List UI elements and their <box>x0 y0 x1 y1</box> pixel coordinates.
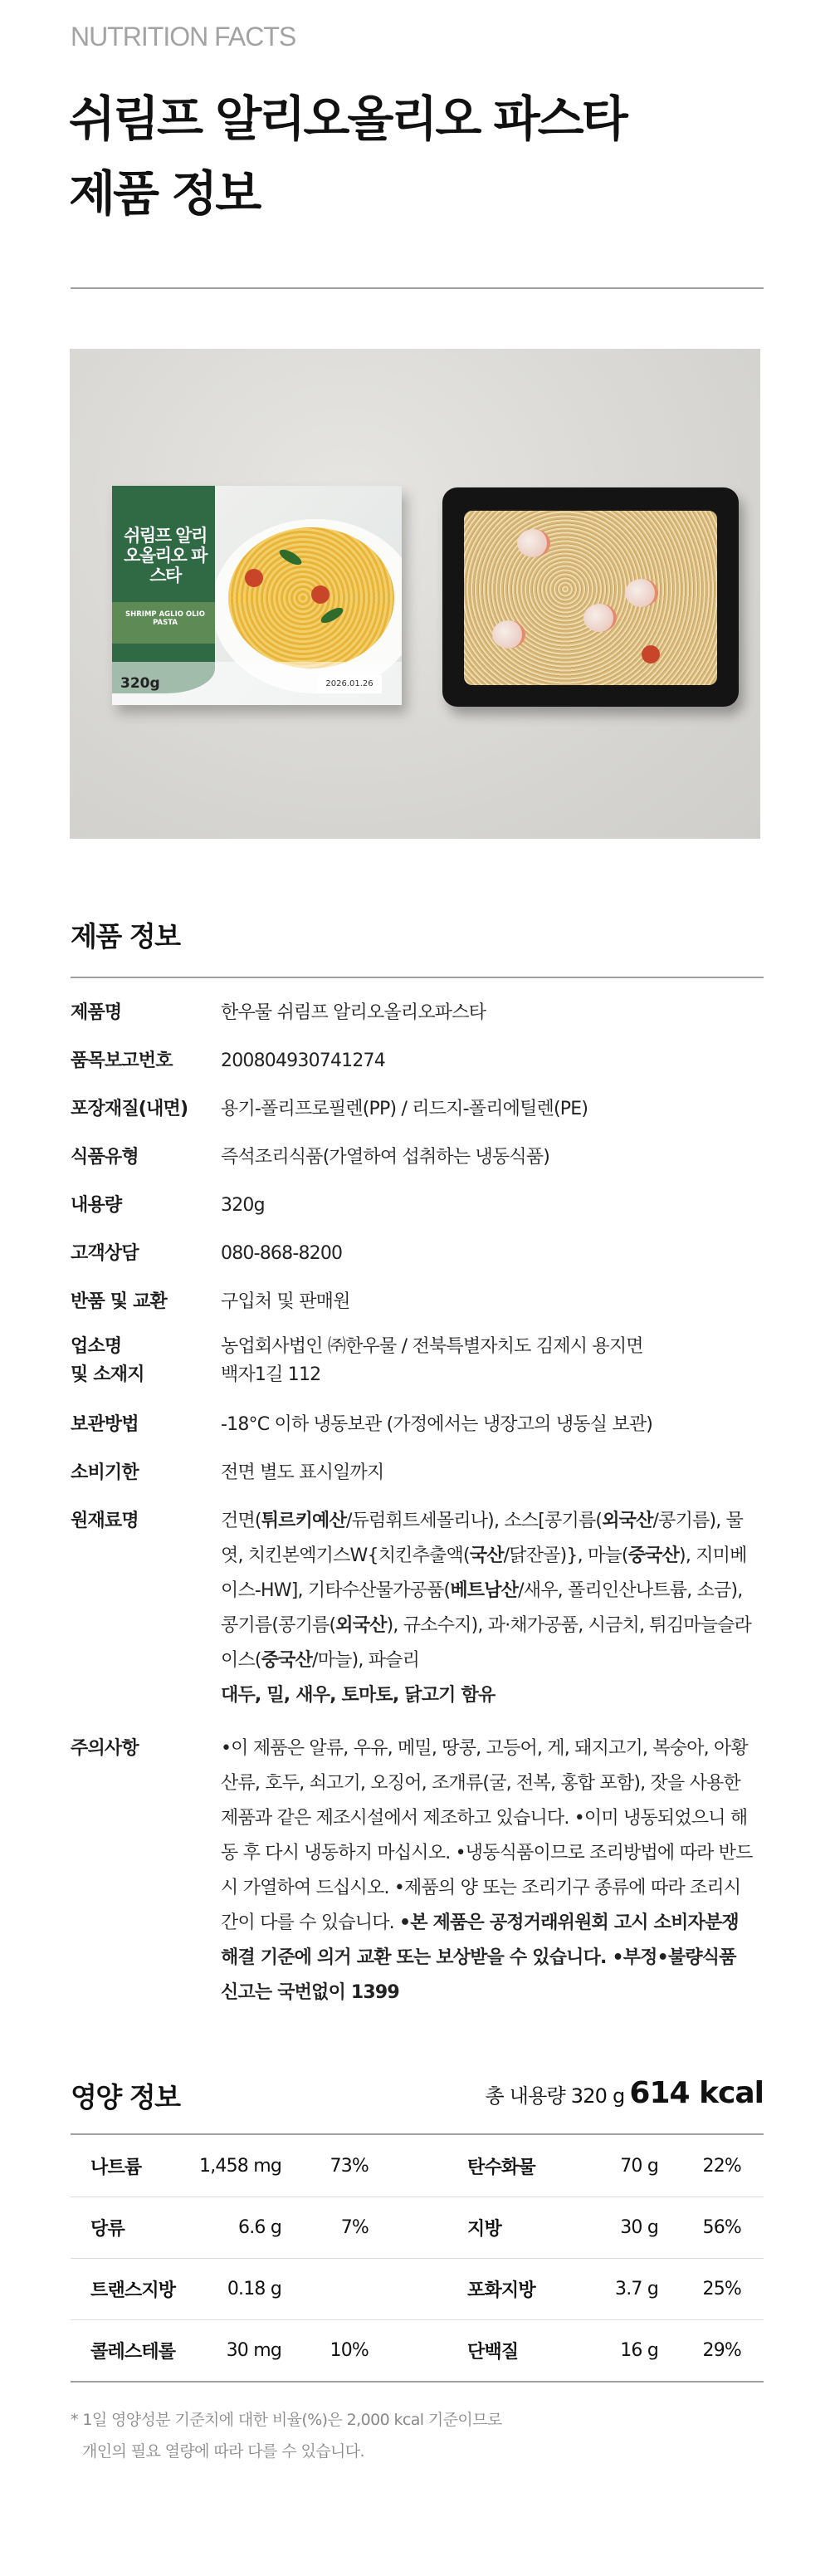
eyebrow-label: NUTRITION FACTS <box>71 22 296 51</box>
info-label: 포장재질(내면) <box>71 1099 188 1119</box>
nutrition-row <box>71 2196 764 2258</box>
info-value: 즉석조리식품(가열하여 섭취하는 냉동식품) <box>221 1147 550 1168</box>
nutrient-amount: 16 g <box>620 2340 658 2361</box>
info-row <box>71 1333 764 1389</box>
product-info-title: 제품 정보 <box>71 920 180 953</box>
nutrient-percent: 73% <box>330 2155 369 2177</box>
nutrient-percent: 29% <box>702 2340 741 2361</box>
nutrient-name: 포화지방 <box>467 2280 535 2301</box>
allergens-text: 대두, 밀, 새우, 토마토, 닭고기 함유 <box>221 1685 496 1706</box>
tomato <box>642 645 660 664</box>
bold-text-segment: 외국산 <box>335 1615 387 1636</box>
info-label: 식품유형 <box>71 1147 139 1168</box>
bold-text-segment: 국산 <box>469 1545 504 1566</box>
text-segment: ), 지미베이스-HW], 기타수산물가공품( <box>221 1545 747 1601</box>
package-name: 쉬림프 알리오올리오 파스타 <box>124 526 207 585</box>
divider <box>71 977 764 978</box>
text-segment: /닭잔골)}, 마늘( <box>503 1545 628 1566</box>
nutrient-name: 탄수화물 <box>467 2157 535 2178</box>
info-value: 용기-폴리프로필렌(PP) / 리드지-폴리에틸렌(PE) <box>221 1099 588 1119</box>
shrimp <box>517 529 550 557</box>
nutrient-name: 지방 <box>467 2219 501 2240</box>
shrimp <box>492 620 525 649</box>
bold-text-segment: •본 제품은 공정거래위원회 고시 소비자분쟁해결 기준에 의거 교환 또는 보상받을 수 있습니다. •부정•불량식품 신고는 국번없이 1399 <box>221 1912 739 2003</box>
nutrition-title: 영양 정보 <box>71 2081 180 2113</box>
nutrient-percent: 10% <box>330 2340 369 2361</box>
info-value <box>221 1504 764 1713</box>
info-label-line: 업소명 <box>71 1336 122 1357</box>
nutrition-footnote <box>71 2404 502 2467</box>
nutrient-amount: 0.18 g <box>227 2279 281 2299</box>
info-label: 보관방법 <box>71 1414 139 1435</box>
info-value: 한우물 쉬림프 알리오올리오파스타 <box>221 1002 486 1023</box>
nutrient-name: 콜레스테롤 <box>90 2342 176 2363</box>
info-label: 고객상담 <box>71 1243 139 1264</box>
info-row <box>71 1140 764 1175</box>
nutrient-amount: 30 g <box>620 2217 658 2238</box>
bold-text-segment: 베트남산 <box>450 1580 519 1601</box>
text-segment: /마늘), 파슬리 <box>312 1650 420 1671</box>
info-label: 내용량 <box>71 1195 122 1216</box>
footnote-line: 개인의 필요 열량에 따라 다를 수 있습니다. <box>82 2442 364 2461</box>
info-value: 구입처 및 판매원 <box>221 1291 350 1312</box>
page-title <box>69 81 626 231</box>
info-label: 반품 및 교환 <box>71 1291 167 1312</box>
noodles <box>464 511 717 685</box>
info-row <box>71 996 764 1031</box>
info-value: 전면 별도 표시일까지 <box>221 1462 384 1483</box>
product-package <box>112 486 402 705</box>
text-segment: 건면( <box>221 1511 261 1531</box>
info-value: 080-868-8200 <box>221 1243 343 1264</box>
text-segment: /콩기름), 물엿, 치킨본엑기스W{치킨추출액( <box>221 1511 744 1566</box>
info-value-line: 농업회사법인 ㈜한우물 / 전북특별자치도 김제시 용지면 <box>221 1336 643 1357</box>
info-label <box>71 1333 221 1389</box>
tomato <box>311 585 330 604</box>
caution-text <box>221 1731 764 2010</box>
nutrient-amount: 6.6 g <box>238 2217 281 2238</box>
product-info-table <box>71 996 764 2024</box>
footnote-line: * 1일 영양성분 기준치에 대한 비율(%)은 2,000 kcal 기준이므로 <box>71 2411 502 2429</box>
total-kcal: 614 kcal <box>629 2076 764 2110</box>
info-row <box>71 1044 764 1079</box>
info-row <box>71 1456 764 1491</box>
shrimp <box>583 604 617 632</box>
bold-text-segment: 외국산 <box>602 1511 653 1531</box>
ingredients-text <box>221 1504 755 1678</box>
info-value: 200804930741274 <box>221 1050 385 1071</box>
package-weight: 320g <box>120 675 160 692</box>
info-row <box>71 1237 764 1271</box>
info-row <box>71 1092 764 1127</box>
nutrient-percent: 22% <box>702 2155 741 2177</box>
nutrition-total <box>486 2076 764 2110</box>
nutrient-amount: 30 mg <box>226 2340 281 2361</box>
nutrient-amount: 1,458 mg <box>199 2155 281 2177</box>
info-label: 품목보고번호 <box>71 1050 173 1071</box>
info-row <box>71 1408 764 1442</box>
product-photo <box>70 349 760 839</box>
nutrient-percent: 25% <box>702 2279 741 2299</box>
shrimp <box>625 579 658 607</box>
info-value <box>221 1333 764 1389</box>
info-value-line: 백자1길 112 <box>221 1364 321 1385</box>
package-date: 2026.01.26 <box>317 675 382 693</box>
bold-text-segment: 중국산 <box>261 1650 313 1671</box>
text-segment: /듀럼휘트세몰리나), 소스[콩기름( <box>345 1511 603 1531</box>
nutrient-name: 단백질 <box>467 2342 519 2363</box>
nutrition-row <box>71 2135 764 2196</box>
nutrient-name: 당류 <box>90 2219 124 2240</box>
nutrient-amount: 3.7 g <box>615 2279 658 2299</box>
info-label-line: 및 소재지 <box>71 1364 144 1385</box>
pasta-tray <box>442 487 739 707</box>
nutrient-name: 나트륨 <box>90 2157 142 2178</box>
nutrition-table <box>71 2133 764 2383</box>
info-label: 제품명 <box>71 1002 122 1023</box>
package-english-name: SHRIMP AGLIO OLIO PASTA <box>125 610 205 627</box>
info-row-caution <box>71 1731 764 2010</box>
info-label: 소비기한 <box>71 1462 139 1483</box>
title-line-1: 쉬림프 알리오올리오 파스타 <box>69 91 626 147</box>
tomato <box>245 569 263 587</box>
total-amount: 총 내용량 320 g <box>485 2084 625 2108</box>
info-row-ingredients <box>71 1504 764 1713</box>
info-value: 320g <box>221 1195 265 1216</box>
info-label: 원재료명 <box>71 1511 139 1531</box>
text-segment: /새우, 폴리인산나트륨, 소금), 콩기름(콩기름( <box>221 1580 743 1636</box>
title-line-2: 제품 정보 <box>69 165 260 222</box>
text-segment: ), 규소수지), 과·채가공품, 시금치, 튀김마늘슬라이스( <box>221 1615 752 1671</box>
nutrient-percent: 56% <box>702 2217 741 2238</box>
nutrient-amount: 70 g <box>620 2155 658 2177</box>
divider <box>71 287 764 289</box>
info-label: 주의사항 <box>71 1738 139 1759</box>
bold-text-segment: 중국산 <box>627 1545 680 1566</box>
nutrient-name: 트랜스지방 <box>90 2280 176 2301</box>
info-row <box>71 1285 764 1320</box>
info-value: -18°C 이하 냉동보관 (가정에서는 냉장고의 냉동실 보관) <box>221 1414 653 1435</box>
nutrition-row <box>71 2258 764 2319</box>
bold-text-segment: 튀르키예산 <box>261 1511 346 1531</box>
nutrition-row <box>71 2319 764 2381</box>
nutrient-percent: 7% <box>340 2217 369 2238</box>
info-row <box>71 1188 764 1223</box>
text-segment: •이 제품은 알류, 우유, 메밀, 땅콩, 고등어, 게, 돼지고기, 복숭아, 아황산류, 호두, 쇠고기, 오징어, 조개류(굴, 전복, 홍합 포함), 잣을 사용한 제품과 같은 제조시설에서 제조하고 있습니다. •이미 냉동되었으니 해동 후 다시 냉동하지 마십시오. •냉동식품이므로 조리방법에 따라 반드시 가열하여 드십시오. •제품의 양 또는 조리기구 종류에 따라 조리시간이 다를 수 있습니다. <box>221 1738 753 1933</box>
